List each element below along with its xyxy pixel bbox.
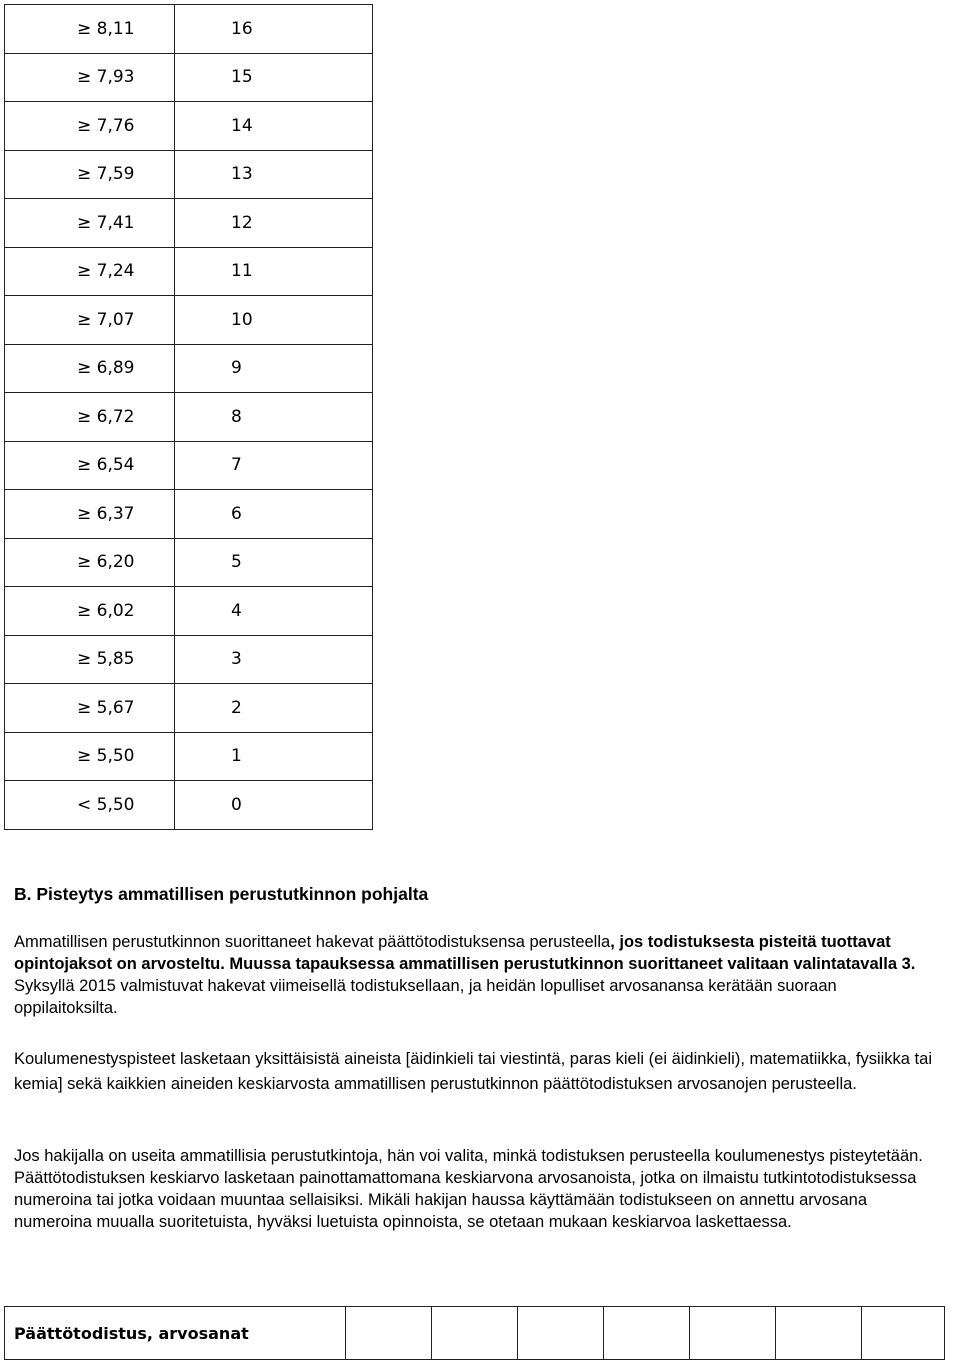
table-row — [5, 5, 373, 54]
paragraph-school-points: Koulumenestyspisteet lasketaan yksittäisistä aineista [äidinkieli tai viestintä, paras kieli (ei äidinkieli), matematiikka, fysiikka tai kemia] sekä kaikkien aineiden keskiarvosta ammatillisen perustutkinnon päättötodistuksen arvosanojen perusteella. — [14, 1050, 932, 1093]
section-heading: B. Pisteytys ammatillisen perustutkinnon pohjalta — [14, 884, 429, 904]
table-row — [5, 199, 373, 248]
table-row — [5, 247, 373, 296]
average-cell: ≥ 5,67 — [5, 684, 175, 733]
average-cell: ≥ 6,72 — [5, 393, 175, 442]
average-cell: ≥ 7,93 — [5, 53, 175, 102]
points-cell: 16 — [175, 5, 373, 54]
average-cell: ≥ 8,11 — [5, 5, 175, 54]
table-row — [5, 393, 373, 442]
table-cell — [862, 1307, 945, 1360]
table-row — [5, 344, 373, 393]
average-cell: ≥ 6,54 — [5, 441, 175, 490]
average-cell: ≥ 7,59 — [5, 150, 175, 199]
points-cell: 0 — [175, 781, 373, 830]
table-row — [5, 441, 373, 490]
points-cell: 14 — [175, 102, 373, 151]
table-row — [5, 587, 373, 636]
table-cell — [690, 1307, 776, 1360]
average-cell: ≥ 5,50 — [5, 732, 175, 781]
table-row — [5, 296, 373, 345]
table-cell — [346, 1307, 432, 1360]
paragraph-text: Syksyllä 2015 valmistuvat hakevat viimeisellä todistuksellaan, ja heidän lopulliset arvosanansa kerätään suoraan oppilaitoksilta. — [14, 977, 837, 1017]
table-cell — [518, 1307, 604, 1360]
points-cell: 3 — [175, 635, 373, 684]
points-cell: 2 — [175, 684, 373, 733]
average-cell: ≥ 7,41 — [5, 199, 175, 248]
points-cell: 4 — [175, 587, 373, 636]
grades-table — [4, 1306, 945, 1360]
points-cell: 7 — [175, 441, 373, 490]
points-cell: 12 — [175, 199, 373, 248]
table-row — [5, 538, 373, 587]
table-row — [5, 684, 373, 733]
average-cell: ≥ 6,37 — [5, 490, 175, 539]
score-conversion-table — [4, 4, 373, 830]
points-cell: 11 — [175, 247, 373, 296]
average-cell: ≥ 5,85 — [5, 635, 175, 684]
paragraph-bold-text: , jos todistuksesta pisteitä tuottavat opintojaksot on arvosteltu. Muussa tapauksessa ammatillisen perustutkinnon suorittaneet valitaan valintatavalla 3. — [14, 933, 916, 973]
grades-table-label: Päättötodistus, arvosanat — [5, 1307, 346, 1360]
table-row — [5, 1307, 945, 1360]
points-cell: 15 — [175, 53, 373, 102]
points-cell: 9 — [175, 344, 373, 393]
table-cell — [432, 1307, 518, 1360]
table-row — [5, 635, 373, 684]
table-row — [5, 102, 373, 151]
table-row — [5, 150, 373, 199]
points-cell: 13 — [175, 150, 373, 199]
average-cell: ≥ 6,20 — [5, 538, 175, 587]
table-row — [5, 781, 373, 830]
points-cell: 8 — [175, 393, 373, 442]
table-row — [5, 53, 373, 102]
average-cell: < 5,50 — [5, 781, 175, 830]
table-cell — [604, 1307, 690, 1360]
paragraph-multiple-degrees: Jos hakijalla on useita ammatillisia perustutkintoja, hän voi valita, minkä todistuksen perusteella koulumenestys pisteytetään. Päättötodistuksen keskiarvo lasketaan painottamattomana keskiarvona arvosanoista, jotka on ilmaistu tutkintotodistuksessa numeroina tai jotka voidaan muuntaa sellaisiksi. Mikäli hakijan haussa käyttämään todistukseen on annettu arvosana numeroina muualla suoritetuista, hyväksi luetuista opinnoista, se otetaan mukaan keskiarvoa laskettaessa. — [14, 1147, 923, 1231]
points-cell: 10 — [175, 296, 373, 345]
table-cell — [776, 1307, 862, 1360]
table-row — [5, 732, 373, 781]
average-cell: ≥ 7,07 — [5, 296, 175, 345]
points-cell: 5 — [175, 538, 373, 587]
points-cell: 1 — [175, 732, 373, 781]
average-cell: ≥ 6,89 — [5, 344, 175, 393]
average-cell: ≥ 7,24 — [5, 247, 175, 296]
points-cell: 6 — [175, 490, 373, 539]
table-row — [5, 490, 373, 539]
paragraph-text: Ammatillisen perustutkinnon suorittaneet hakevat päättötodistuksensa perusteella — [14, 933, 611, 951]
average-cell: ≥ 7,76 — [5, 102, 175, 151]
paragraph-eligibility — [14, 931, 944, 1019]
score-table-body — [5, 5, 373, 830]
average-cell: ≥ 6,02 — [5, 587, 175, 636]
